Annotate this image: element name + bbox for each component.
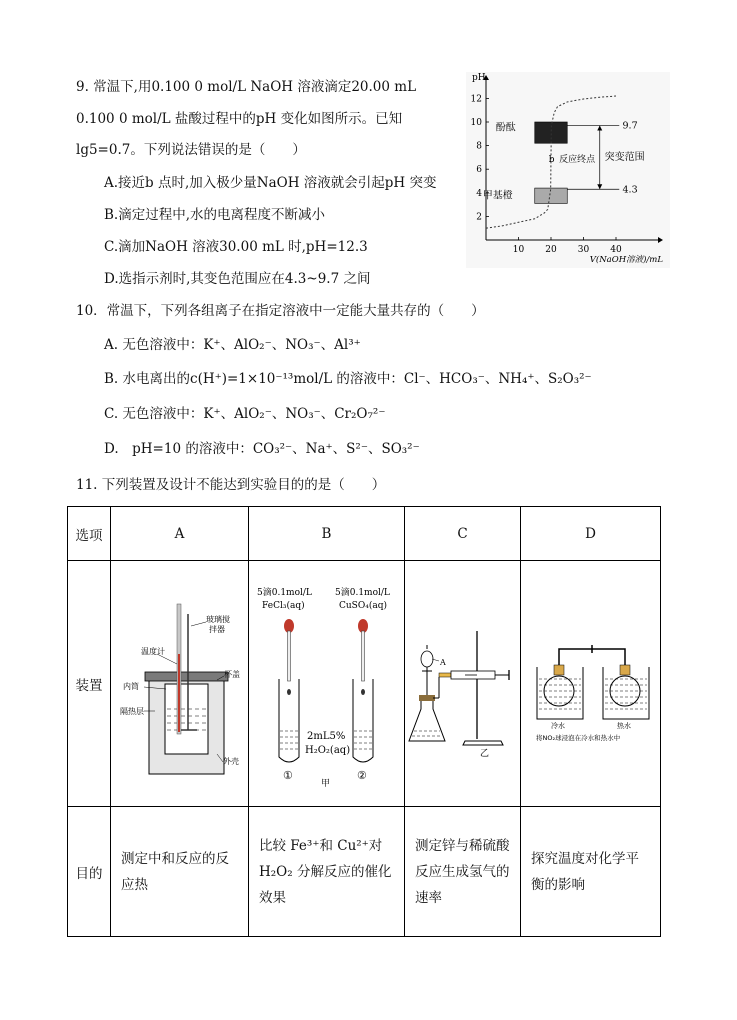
label-c-a: A xyxy=(440,657,446,667)
q9-stem-line2: 0.100 0 mol/L 盐酸过程中的pH 变化如图所示。已知 xyxy=(76,111,403,127)
label-b-left2: FeCl₃(aq) xyxy=(262,600,305,611)
purpose-a: 测定中和反应的反应热 xyxy=(111,807,249,937)
calorimeter-diagram xyxy=(111,584,248,784)
catalysis-diagram xyxy=(249,579,404,789)
label-b-middle1: 2mL5% xyxy=(307,730,346,742)
label-b-caption: 甲 xyxy=(321,778,331,789)
label-hot-water: 热水 xyxy=(617,721,631,730)
no2-equilibrium-diagram xyxy=(521,619,660,749)
purpose-b: 比较 Fe³⁺和 Cu²⁺对 H₂O₂ 分解反应的催化效果 xyxy=(249,807,405,937)
row-purpose-label: 目的 xyxy=(68,807,111,937)
header-c: C xyxy=(405,507,521,561)
q9-stem-line3: lg5=0.7。下列说法错误的是（ ） xyxy=(76,142,306,158)
q10-option-a: A. 无色溶液中：K⁺、AlO₂⁻、NO₃⁻、Al³⁺ xyxy=(104,337,361,353)
label-b-right1: 5滴0.1mol/L xyxy=(335,587,390,598)
label-lid: 杯盖 xyxy=(224,669,240,679)
label-jump-range: 突变范围 xyxy=(604,151,645,163)
y-tick-label: 4 xyxy=(476,188,482,199)
q9-option-d: D.选指示剂时,其变色范围应在4.3~9.7 之间 xyxy=(104,271,371,287)
purpose-c: 测定锌与稀硫酸反应生成氢气的速率 xyxy=(405,807,521,937)
q10-option-d: D. pH=10 的溶液中：CO₃²⁻、Na⁺、S²⁻、SO₃²⁻ xyxy=(104,441,420,457)
label-upper-value: 9.7 xyxy=(622,120,638,132)
label-cold-water: 冷水 xyxy=(551,721,565,730)
label-stirrer: 玻璃搅 xyxy=(206,614,230,624)
label-b-right2: CuSO₄(aq) xyxy=(339,600,387,611)
y-tick-label: 12 xyxy=(470,94,482,105)
q10-option-c: C. 无色溶液中：K⁺、AlO₂⁻、NO₃⁻、Cr₂O₇²⁻ xyxy=(104,406,386,422)
q10-option-b: B. 水电离出的c(H⁺)=1×10⁻¹³mol/L 的溶液中：Cl⁻、HCO₃⁻、NH₄⁺、S₂O₃²⁻ xyxy=(104,371,592,387)
q11-table xyxy=(67,506,661,937)
label-endpoint-b: b xyxy=(548,155,555,166)
label-endpoint-text: 反应终点 xyxy=(559,155,596,166)
header-option: 选项 xyxy=(68,507,111,561)
label-d-caption: 将NO₂球浸泡在冷水和热水中 xyxy=(536,733,621,742)
header-a: A xyxy=(111,507,249,561)
device-c-cell xyxy=(405,561,521,807)
label-c-caption: 乙 xyxy=(480,748,490,759)
y-axis-label: pH xyxy=(472,73,486,83)
label-lower-value: 4.3 xyxy=(622,184,638,196)
q11-stem: 11. 下列装置及设计不能达到实验目的的是（ ） xyxy=(76,477,386,493)
device-a-cell xyxy=(111,561,249,807)
purpose-d: 探究温度对化学平衡的影响 xyxy=(521,807,661,937)
label-insulation: 隔热层 xyxy=(120,706,144,716)
x-tick-label: 40 xyxy=(610,245,622,255)
y-tick-label: 2 xyxy=(476,212,482,223)
header-d: D xyxy=(521,507,661,561)
q9-option-c: C.滴加NaOH 溶液30.00 mL 时,pH=12.3 xyxy=(104,239,368,255)
q9-option-a: A.接近b 点时,加入极少量NaOH 溶液就会引起pH 突变 xyxy=(104,175,437,191)
label-inner: 内筒 xyxy=(123,681,139,691)
x-tick-label: 20 xyxy=(545,245,557,255)
y-tick-label: 10 xyxy=(470,118,482,128)
label-tube2: ② xyxy=(357,768,367,782)
label-tube1: ① xyxy=(283,768,293,782)
label-b-middle2: H₂O₂(aq) xyxy=(305,744,351,756)
row-device-label: 装置 xyxy=(68,561,111,807)
label-b-left1: 5滴0.1mol/L xyxy=(257,587,312,598)
header-b: B xyxy=(249,507,405,561)
x-axis-label: V(NaOH溶液)/mL xyxy=(589,255,663,265)
label-thermometer: 温度计 xyxy=(141,646,165,656)
q9-option-b: B.滴定过程中,水的电离程度不断减小 xyxy=(104,207,326,223)
label-stirrer2: 拌器 xyxy=(209,624,225,634)
label-methyl-orange: 甲基橙 xyxy=(482,190,513,202)
phenolphthalein-band xyxy=(535,122,568,143)
device-d-cell xyxy=(521,561,661,807)
label-phenolphthalein: 酚酞 xyxy=(495,122,516,134)
q9-stem-line1: 9. 常温下,用0.100 0 mol/L NaOH 溶液滴定20.00 mL xyxy=(76,79,417,95)
y-tick-label: 8 xyxy=(476,141,482,152)
q10-stem: 10．常温下，下列各组离子在指定溶液中一定能大量共存的（ ） xyxy=(76,303,485,319)
hydrogen-rate-diagram xyxy=(405,609,520,759)
x-tick-label: 10 xyxy=(512,245,525,255)
device-b-cell xyxy=(249,561,405,807)
x-tick-label: 30 xyxy=(577,245,590,255)
label-outer: 外壳 xyxy=(223,756,239,766)
titration-chart xyxy=(466,72,670,268)
y-tick-label: 6 xyxy=(476,165,482,176)
